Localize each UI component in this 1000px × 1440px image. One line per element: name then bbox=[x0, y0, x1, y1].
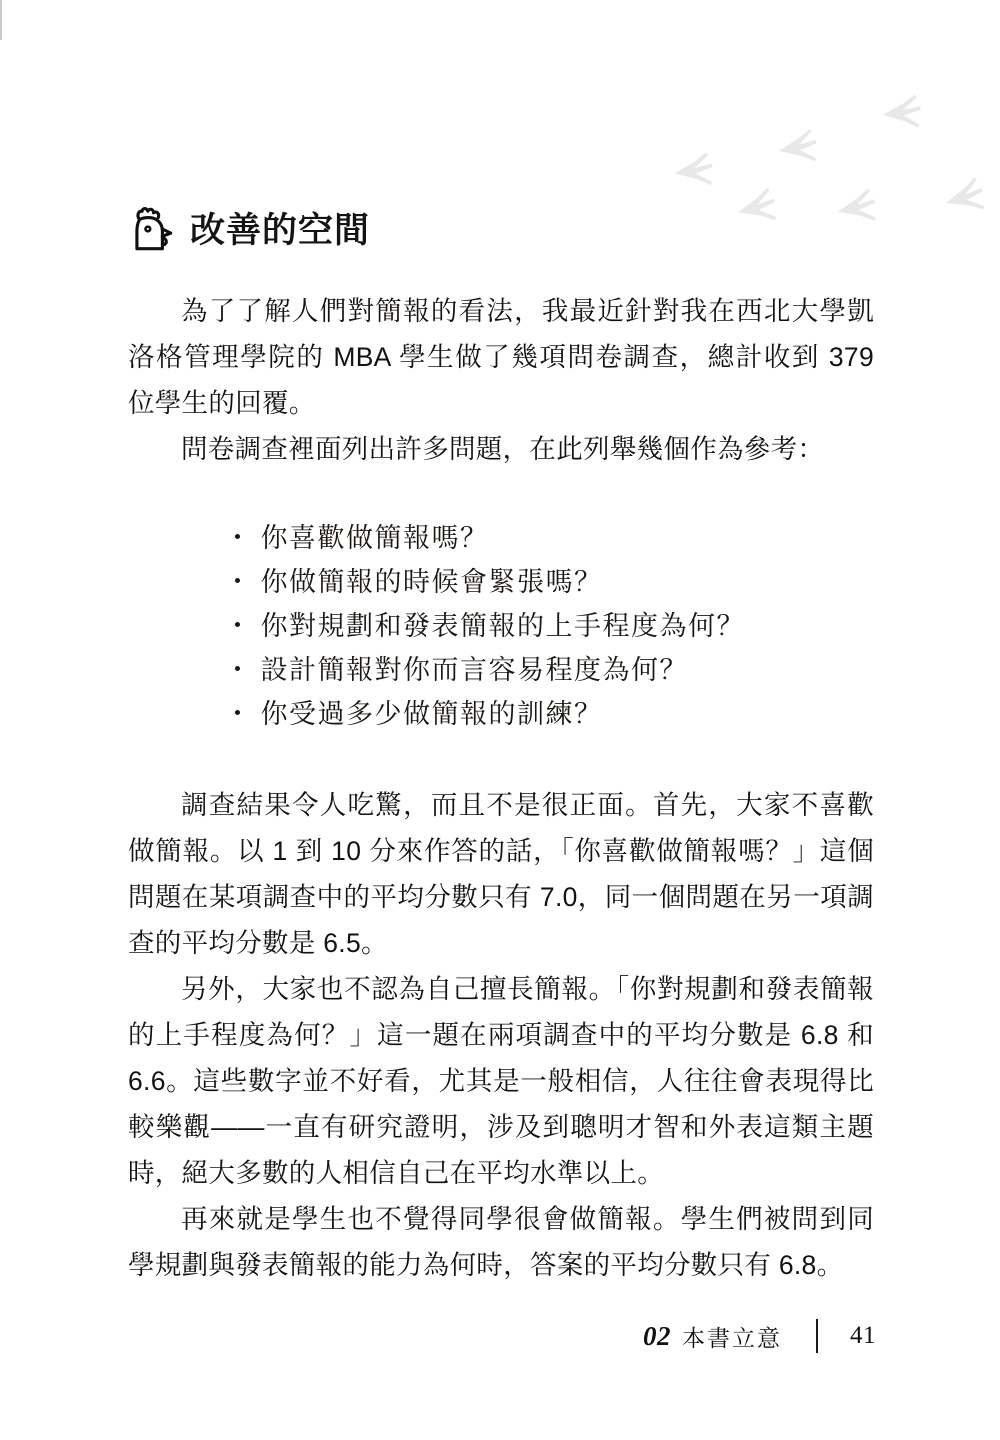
list-item bbox=[224, 516, 874, 560]
list-item-label: 你做簡報的時候會緊張嗎？ bbox=[260, 567, 603, 597]
list-item bbox=[224, 604, 874, 648]
bullet-icon: ・ bbox=[224, 523, 253, 553]
footer-chapter-number: 02 bbox=[643, 1320, 671, 1351]
bullet-icon: ・ bbox=[224, 611, 253, 641]
list-item bbox=[224, 692, 874, 736]
page-footer bbox=[643, 1315, 876, 1357]
chicken-icon bbox=[126, 204, 178, 256]
bird-footprint-icon bbox=[769, 121, 822, 174]
bird-footprint-icon bbox=[935, 170, 992, 227]
survey-question-list bbox=[128, 516, 874, 736]
bullet-icon: ・ bbox=[224, 655, 253, 685]
list-item-label: 你受過多少做簡報的訓練？ bbox=[260, 699, 603, 729]
page-gutter-line bbox=[0, 0, 2, 40]
bullet-icon: ・ bbox=[224, 567, 253, 597]
paragraph: 問卷調查裡面列出許多問題，在此列舉幾個作為參考： bbox=[181, 434, 825, 464]
section-heading bbox=[126, 201, 370, 259]
page-body bbox=[128, 288, 874, 1288]
paragraph: 調查結果令人吃驚，而且不是很正面。首先，大家不喜歡做簡報。以 1 到 10 分來作答的話，「你喜歡做簡報嗎？」這個問題在某項調查中的平均分數只有 7.0，同一個問題在另一項調查的平均分數是 6.5。 bbox=[128, 790, 874, 958]
list-item bbox=[224, 560, 874, 604]
page-number: 41 bbox=[850, 1322, 876, 1349]
paragraph: 另外，大家也不認為自己擅長簡報。「你對規劃和發表簡報的上手程度為何？」這一題在兩項調查中的平均分數是 6.8 和 6.6。這些數字並不好看，尤其是一般相信，人往往會表現得比較樂觀——一直有研究證明，涉及到聰明才智和外表這類主題時，絕大多數的人相信自己在平均水準以上。 bbox=[128, 974, 874, 1188]
footer-chapter-title: 本書立意 bbox=[682, 1325, 782, 1351]
paragraph: 再來就是學生也不覺得同學很會做簡報。學生們被問到同學規劃與發表簡報的能力為何時，答案的平均分數只有 6.8。 bbox=[128, 1204, 874, 1280]
spacer bbox=[128, 736, 874, 782]
section-heading-title: 改善的空間 bbox=[190, 210, 371, 250]
bird-footprint-icon bbox=[875, 88, 926, 139]
bird-footprints-decoration bbox=[655, 30, 1000, 160]
bird-footprint-icon bbox=[727, 180, 783, 236]
list-item-label: 你喜歡做簡報嗎？ bbox=[260, 523, 489, 553]
list-item-label: 設計簡報對你而言容易程度為何？ bbox=[260, 655, 688, 685]
list-item bbox=[224, 648, 874, 692]
paragraph: 為了了解人們對簡報的看法，我最近針對我在西北大學凱洛格管理學院的 MBA 學生做了幾項問卷調查，總計收到 379 位學生的回覆。 bbox=[128, 296, 874, 418]
bird-footprint-icon bbox=[666, 145, 718, 197]
footer-divider bbox=[816, 1319, 818, 1353]
bullet-icon: ・ bbox=[224, 699, 253, 729]
list-item-label: 你對規劃和發表簡報的上手程度為何？ bbox=[260, 611, 745, 641]
bird-footprint-icon bbox=[828, 181, 883, 236]
